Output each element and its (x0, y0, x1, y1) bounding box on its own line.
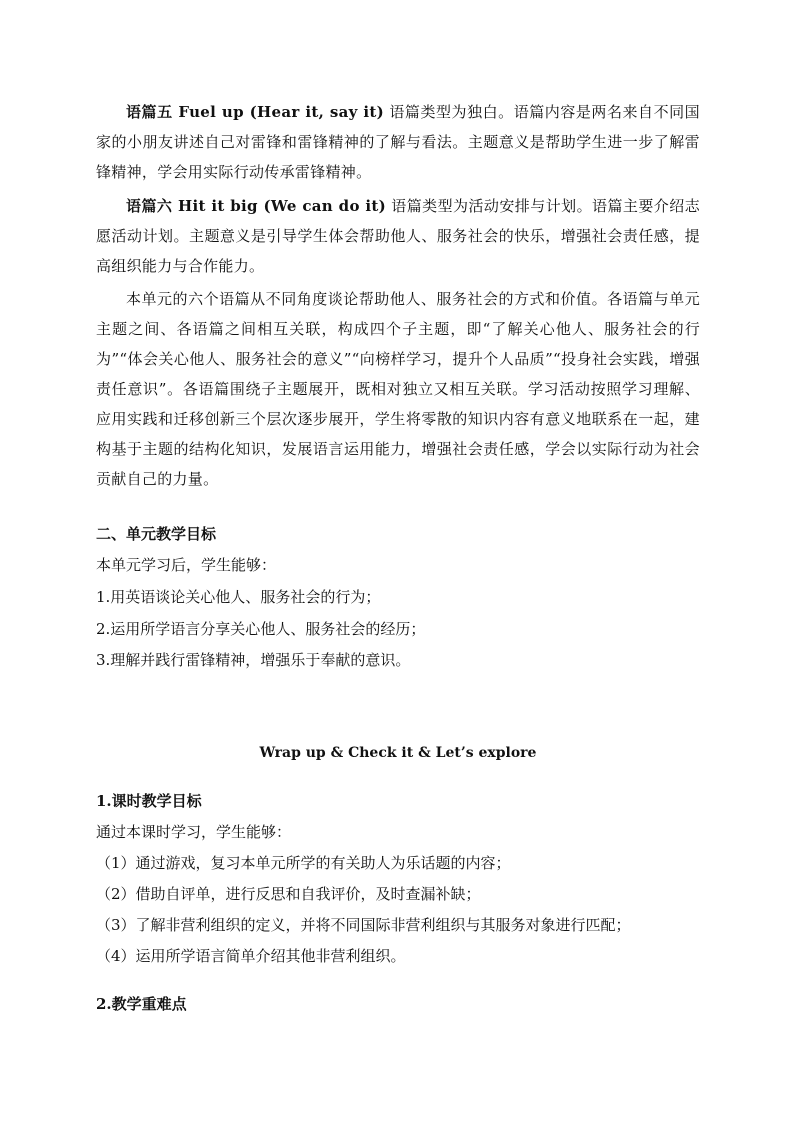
unit-goal-item: 2.运用所学语言分享关心他人、服务社会的经历； (96, 620, 426, 638)
passage5-text: 语篇类型为独白。语篇内容是两名来自不同国家的小朋友讲述自己对雷锋和雷锋精神的了解与看法。主题意义是帮助学生进一步了解雷锋精神，学会用实际行动传承雷锋精神。 (96, 103, 700, 181)
lesson-objective-item: （4）运用所学语言简单介绍其他非营利组织。 (96, 947, 406, 965)
lesson-objective-item: （1）通过游戏，复习本单元所学的有关助人为乐话题的内容； (96, 854, 511, 872)
passage6-label: 语篇六 Hit it big (We can do it) (126, 197, 387, 215)
lesson-objective-item: （2）借助自评单，进行反思和自我评价，及时查漏补缺； (96, 885, 481, 903)
unit-goals-intro: 本单元学习后，学生能够： (96, 556, 277, 574)
lesson-objectives-intro: 通过本课时学习，学生能够： (96, 823, 292, 841)
passage6-text: 语篇类型为活动安排与计划。语篇主要介绍志愿活动计划。主题意义是引导学生体会帮助他人、服务社会的快乐，增强社会责任感，提高组织能力与合作能力。 (96, 197, 700, 275)
key-points-heading: 2.教学重难点 (96, 995, 187, 1013)
passage6-paragraph (96, 191, 700, 281)
lesson-title: Wrap up & Check it & Let’s explore (259, 745, 537, 761)
passage5-label: 语篇五 Fuel up (Hear it, say it) (126, 103, 385, 121)
passage5-paragraph (96, 97, 700, 187)
unit-goal-item: 3.理解并践行雷锋精神，增强乐于奉献的意识。 (96, 651, 411, 669)
section-heading-unit-goals: 二、单元教学目标 (96, 525, 217, 543)
lesson-objective-item: （3）了解非营利组织的定义，并将不同国际非营利组织与其服务对象进行匹配； (96, 916, 631, 934)
unit-summary-paragraph: 本单元的六个语篇从不同角度谈论帮助他人、服务社会的方式和价值。各语篇与单元主题之间、各语篇之间相互关联，构成四个子主题，即“了解关心他人、服务社会的行为”“体会关心他人、服务社会的意义”“向榜样学习，提升个人品质”“投身社会实践，增强责任意识”。各语篇围绕子主题展开，既相对独立又相互关联。学习活动按照学习理解、应用实践和迁移创新三个层次逐步展开，学生将零散的知识内容有意义地联系在一起，建构基于主题的结构化知识，发展语言运用能力，增强社会责任感，学会以实际行动为社会贡献自己的力量。 (96, 290, 700, 488)
unit-goal-item: 1.用英语谈论关心他人、服务社会的行为； (96, 588, 381, 606)
lesson-objectives-heading: 1.课时教学目标 (96, 792, 202, 810)
